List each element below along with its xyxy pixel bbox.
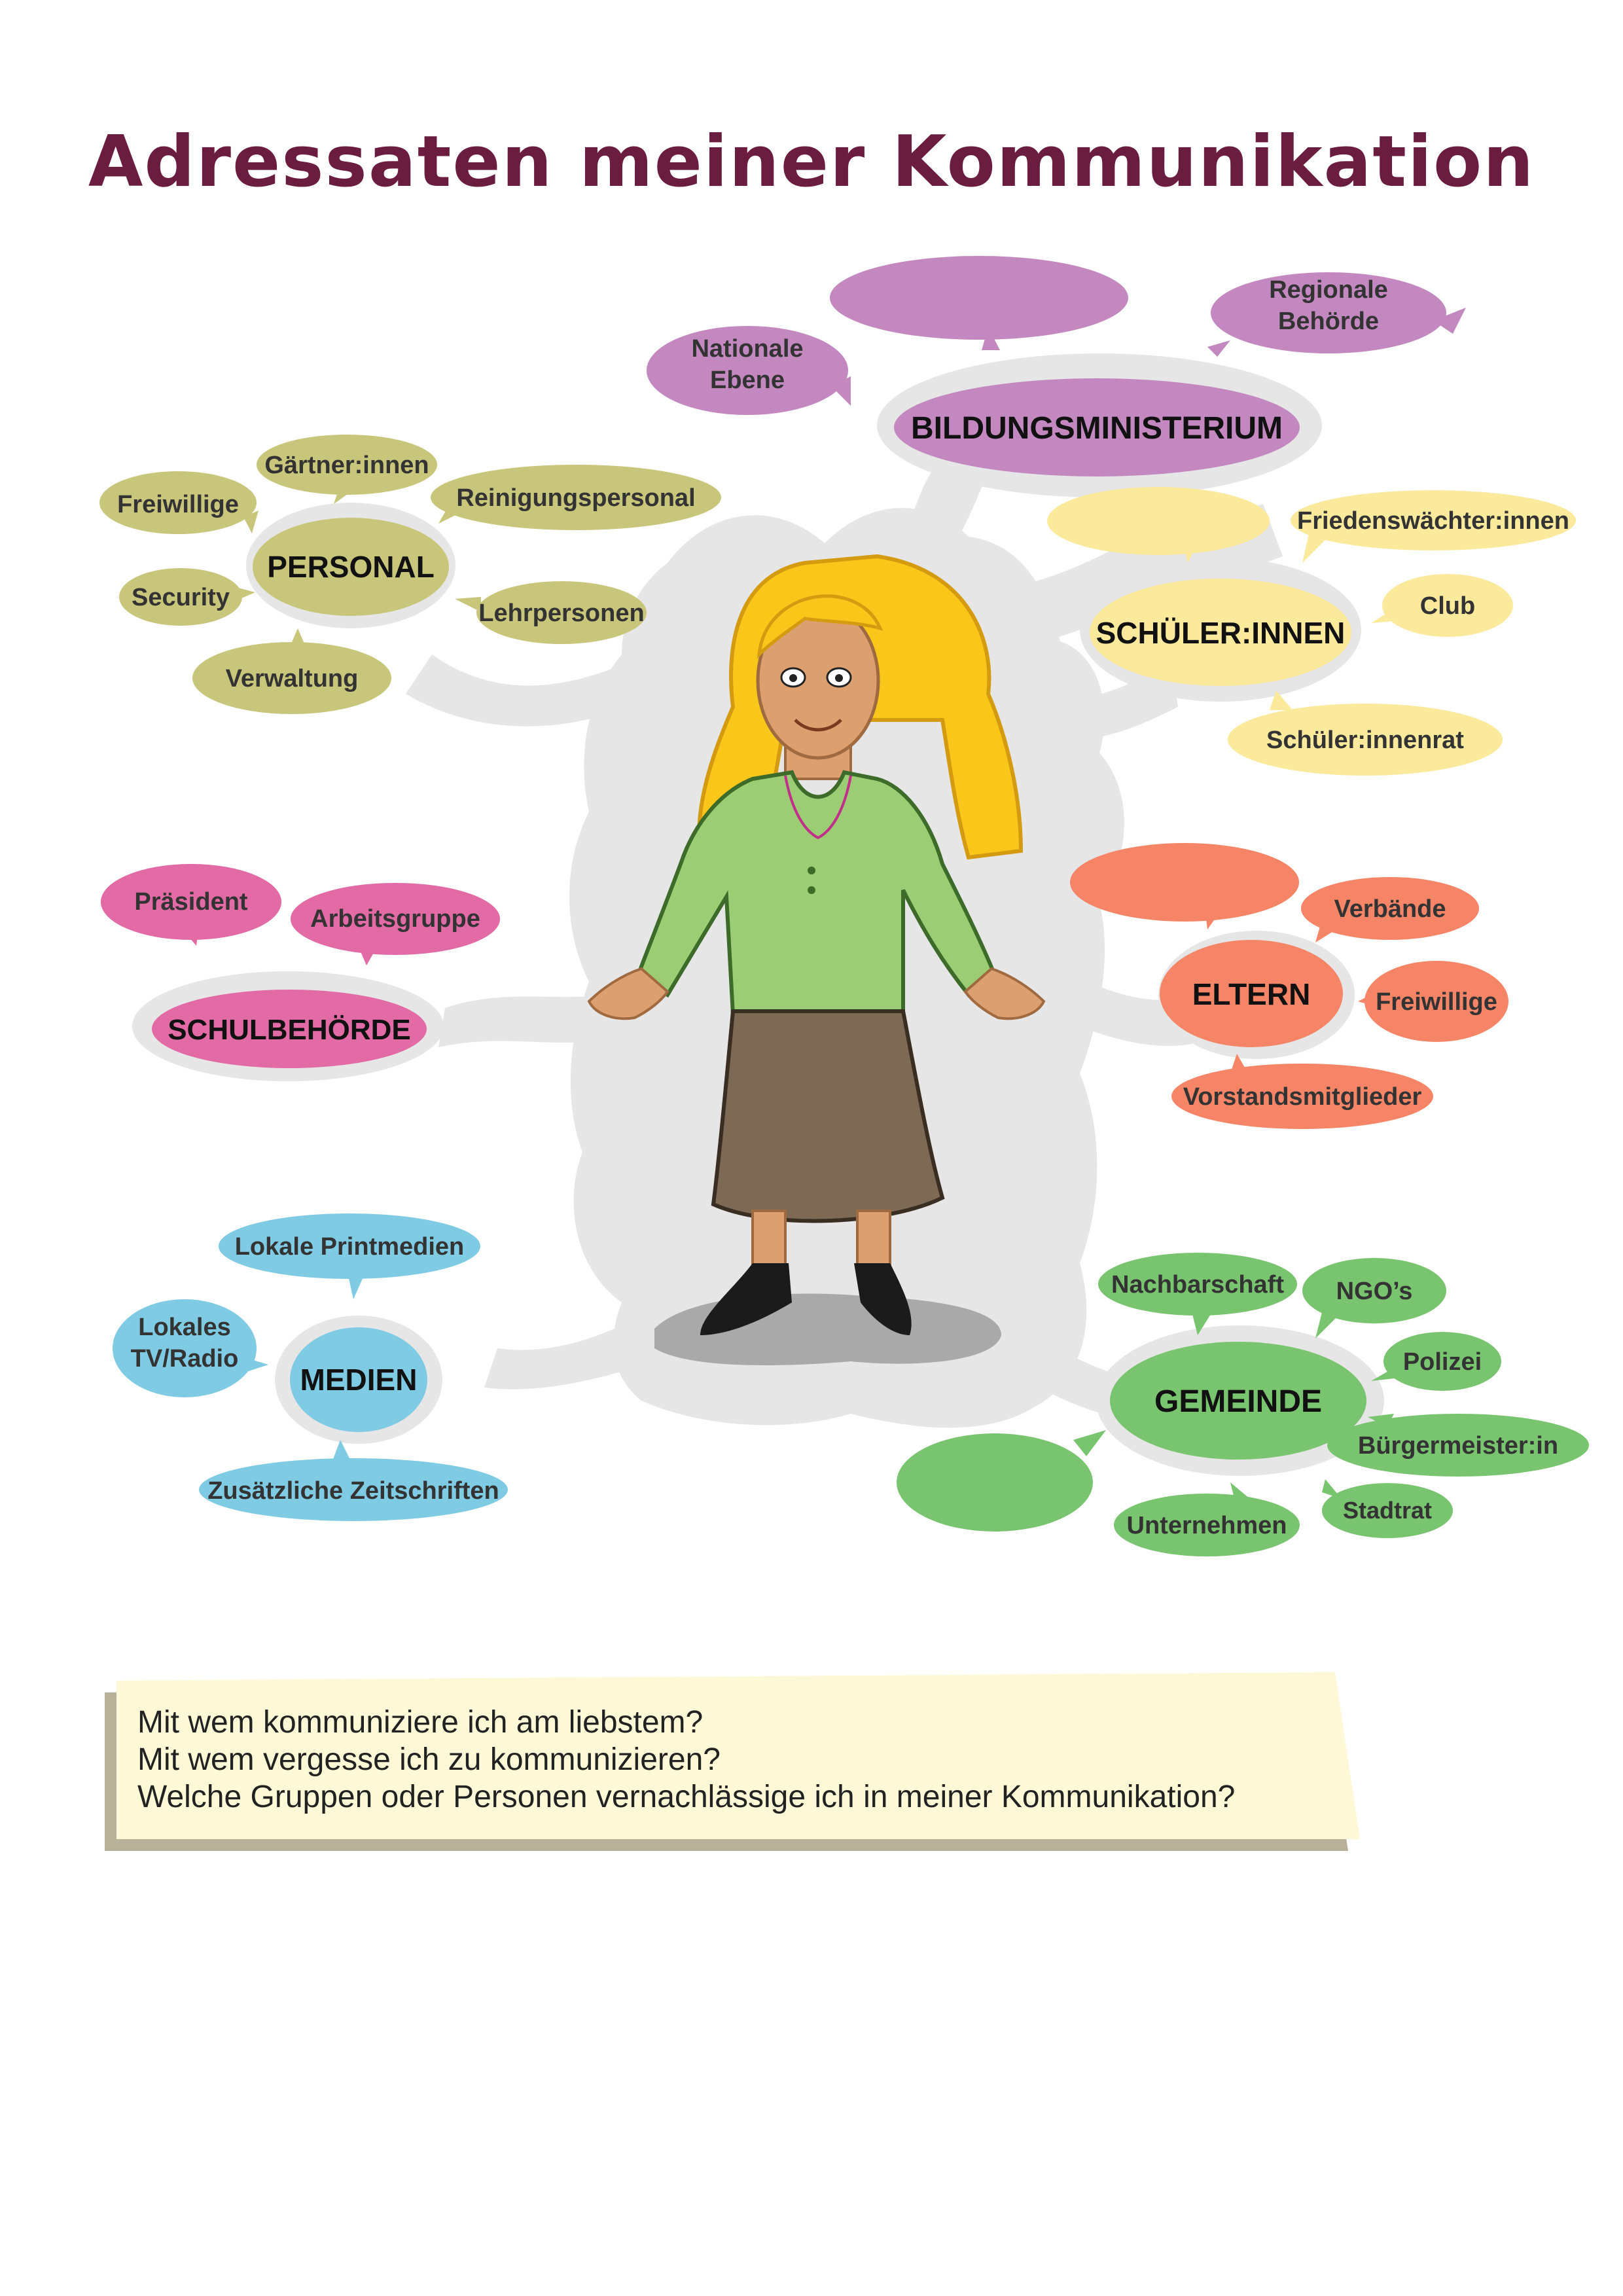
speech-bubble-vorstandsmitglieder [1171,1054,1433,1129]
speech-bubble-nachbarschaft [1098,1253,1297,1335]
speech-bubble-schuelerinnenrat [1228,691,1503,776]
group-label: MEDIEN [300,1363,418,1397]
left-leg [753,1211,785,1270]
speech-bubble-security [119,568,255,626]
speech-bubble-polizei [1371,1332,1501,1391]
speech-bubble-arbeitsgruppe [291,883,500,965]
speech-bubble-stadtrat [1322,1479,1453,1538]
bubble-label: Freiwillige [1376,988,1497,1016]
group-label: PERSONAL [267,550,435,584]
group-node-personal [253,518,449,616]
group-node-bildungsministerium [894,378,1300,476]
bubble-label: Verwaltung [225,665,359,692]
bubble-label: Security [132,584,230,611]
bubble-label: Schüler:innenrat [1266,726,1464,754]
speech-bubble-lokale-printmedien [219,1213,480,1299]
group-medien [113,1213,508,1521]
bubble-label: Arbeitsgruppe [310,905,480,933]
group-node-eltern [1160,940,1343,1047]
group-schueler [1047,487,1576,776]
bubble-label: Verbände [1334,895,1446,923]
speech-bubble-zusaetzliche-zeitschriften [199,1440,508,1521]
speech-bubble-blank [830,256,1128,350]
label-line-1: Regionale [1269,276,1388,304]
bubble-label: Club [1419,592,1476,620]
question-1: Mit wem kommuniziere ich am liebstem? [137,1705,704,1740]
left-pupil [789,674,797,682]
bubble-label: Freiwillige [117,491,239,518]
bubble-label: Lokale Printmedien [234,1233,465,1261]
page-title: Adressaten meiner Kommunikation [88,121,1535,203]
question-3: Welche Gruppen oder Personen vernachlässige ich in meiner Kommunikation? [137,1780,1236,1814]
bubble-label: Vorstandsmitglieder [1183,1083,1422,1111]
bubble-label: Nachbarschaft [1111,1271,1284,1299]
speech-bubble-nationale-ebene [647,326,851,415]
group-node-medien [290,1327,427,1432]
speech-bubble-club [1371,574,1513,637]
speech-bubble-lokales-tv-radio [113,1299,268,1397]
skirt [713,1011,942,1221]
bubble-label: Friedenswächter:innen [1297,507,1569,535]
speech-bubble-ngos [1302,1258,1446,1338]
speech-bubble-friedenswaechter [1291,490,1576,563]
speech-bubble-regionale-behoerde [1207,272,1466,357]
bubble-label: Lehrpersonen [478,600,645,627]
group-node-gemeinde [1110,1342,1366,1460]
bubble-label: Unternehmen [1126,1512,1287,1539]
speech-bubble-lehrpersonen [455,581,647,644]
group-label: ELTERN [1192,977,1311,1011]
group-label: SCHÜLER:INNEN [1096,616,1346,650]
bubble-label: Präsident [134,888,248,916]
label-line-1: Nationale [691,335,804,363]
question-2: Mit wem vergesse ich zu kommunizieren? [137,1742,721,1777]
speech-bubble-blank [1070,843,1299,929]
bubble-label: Bürgermeister:in [1357,1432,1559,1460]
speech-bubble-verwaltung [192,628,391,714]
label-line-1: Lokales [138,1314,231,1341]
group-node-schueler [1090,579,1351,686]
speech-bubble-verbaende [1301,877,1479,942]
speech-bubble-unternehmen [1114,1482,1300,1556]
group-label: BILDUNGSMINISTERIUM [911,411,1283,446]
right-leg [857,1211,890,1270]
speech-bubble-praesident [101,864,281,946]
speech-bubble-freiwillige [99,471,259,534]
right-pupil [835,674,843,682]
question-list [137,1704,1235,1816]
speech-bubble-gaertner [257,435,437,504]
bubble-label: Reinigungspersonal [456,484,696,512]
reflection-questions-note [105,1672,1361,1849]
label-line-2: Ebene [709,367,785,394]
group-node-schulbehoerde [152,990,427,1068]
group-eltern [1070,843,1508,1129]
blouse-button [808,867,815,874]
group-label: SCHULBEHÖRDE [168,1014,411,1046]
bubble-label: Stadtrat [1342,1497,1433,1524]
label-line-2: Behörde [1277,308,1380,335]
speech-bubble-buergermeister [1327,1414,1589,1477]
blouse-button [808,886,815,894]
speech-bubble-blank [897,1430,1106,1532]
group-label: GEMEINDE [1154,1384,1323,1419]
bubble-label: Zusätzliche Zeitschriften [207,1477,499,1505]
speech-bubble-reinigungspersonal [431,465,721,530]
label-line-2: TV/Radio [130,1345,239,1372]
bubble-label: Polizei [1402,1348,1482,1376]
speech-bubble-freiwillige [1358,961,1508,1042]
bubble-label: NGO’s [1336,1278,1413,1305]
bubble-label: Gärtner:innen [264,452,429,479]
